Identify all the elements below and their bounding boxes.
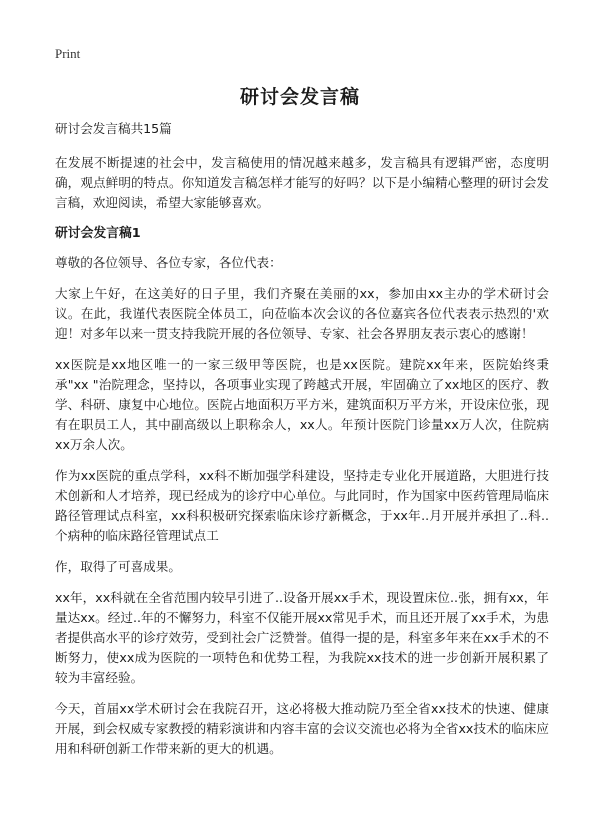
section-heading: 研讨会发言稿1 xyxy=(55,226,141,241)
paragraph: xx年，xx科就在全省范围内较早引进了..设备开展xx手术，现设置床位..张，拥有xx，年量达xx。经过..年的不懈努力，科室不仅能开展xx常见手术，而且还开展了xx手术，为患者提供高水平的诊疗效劳，受到社会广泛赞誉。值得一提的是，科室多年来在xx手术的不断努力，使xx成为医院的一项特色和优势工程，为我院xx技术的进一步创新开展积累了较为丰富经验。 xyxy=(55,590,549,685)
document-body xyxy=(55,119,549,770)
paragraph: 作为xx医院的重点学科，xx科不断加强学科建设，坚持走专业化开展道路，大胆进行技术创新和人才培养，现已经成为的诊疗中心单位。与此同时，作为国家中医药管理局临床路径管理试点科室，xx科积极研究探索临床诊疗新概念，于xx年..月开展并承担了..科..个病种的临床路径管理试点工 xyxy=(55,468,549,543)
print-link[interactable]: Print xyxy=(55,46,81,61)
paragraph: xx医院是xx地区唯一的一家三级甲等医院，也是xx医院。建院xx年来，医院始终秉承"xx "治院理念，坚持以，各项事业实现了跨越式开展，牢固确立了xx地区的医疗、教学、科研、康复中心地位。医院占地面积万平方米，建筑面积万平方米，开设床位张，现有在职员工人，其中副高级以上职称余人，xx人。年预计医院门诊量xx万人次，住院病xx万余人次。 xyxy=(55,357,549,452)
paragraph: 尊敬的各位领导、各位专家，各位代表： xyxy=(55,255,282,270)
paragraph: 作，取得了可喜成果。 xyxy=(55,559,181,574)
paragraph: 今天，首届xx学术研讨会在我院召开，这必将极大推动院乃至全省xx技术的快速、健康开展，到会权威专家教授的精彩演讲和内容丰富的会议交流也必将为全省xx技术的临床应用和科研创新工作带来新的更大的机遇。 xyxy=(55,701,549,756)
document-subtitle: 研讨会发言稿共15篇 xyxy=(55,121,172,136)
document-title: 研讨会发言稿 xyxy=(239,86,360,108)
intro-paragraph: 在发展不断提速的社会中，发言稿使用的情况越来越多，发言稿具有逻辑严密，态度明确，观点鲜明的特点。你知道发言稿怎样才能写的好吗？以下是小编精心整理的研讨会发言稿，欢迎阅读，希望大家能够喜欢。 xyxy=(55,155,549,210)
paragraph: 大家上午好，在这美好的日子里，我们齐聚在美丽的xx，参加由xx主办的学术研讨会议。在此，我谨代表医院全体员工，向莅临本次会议的各位嘉宾各位代表表示热烈的'欢迎！对多年以来一贯支持我院开展的各位领导、专家、社会各界朋友表示衷心的感谢！ xyxy=(55,286,549,341)
